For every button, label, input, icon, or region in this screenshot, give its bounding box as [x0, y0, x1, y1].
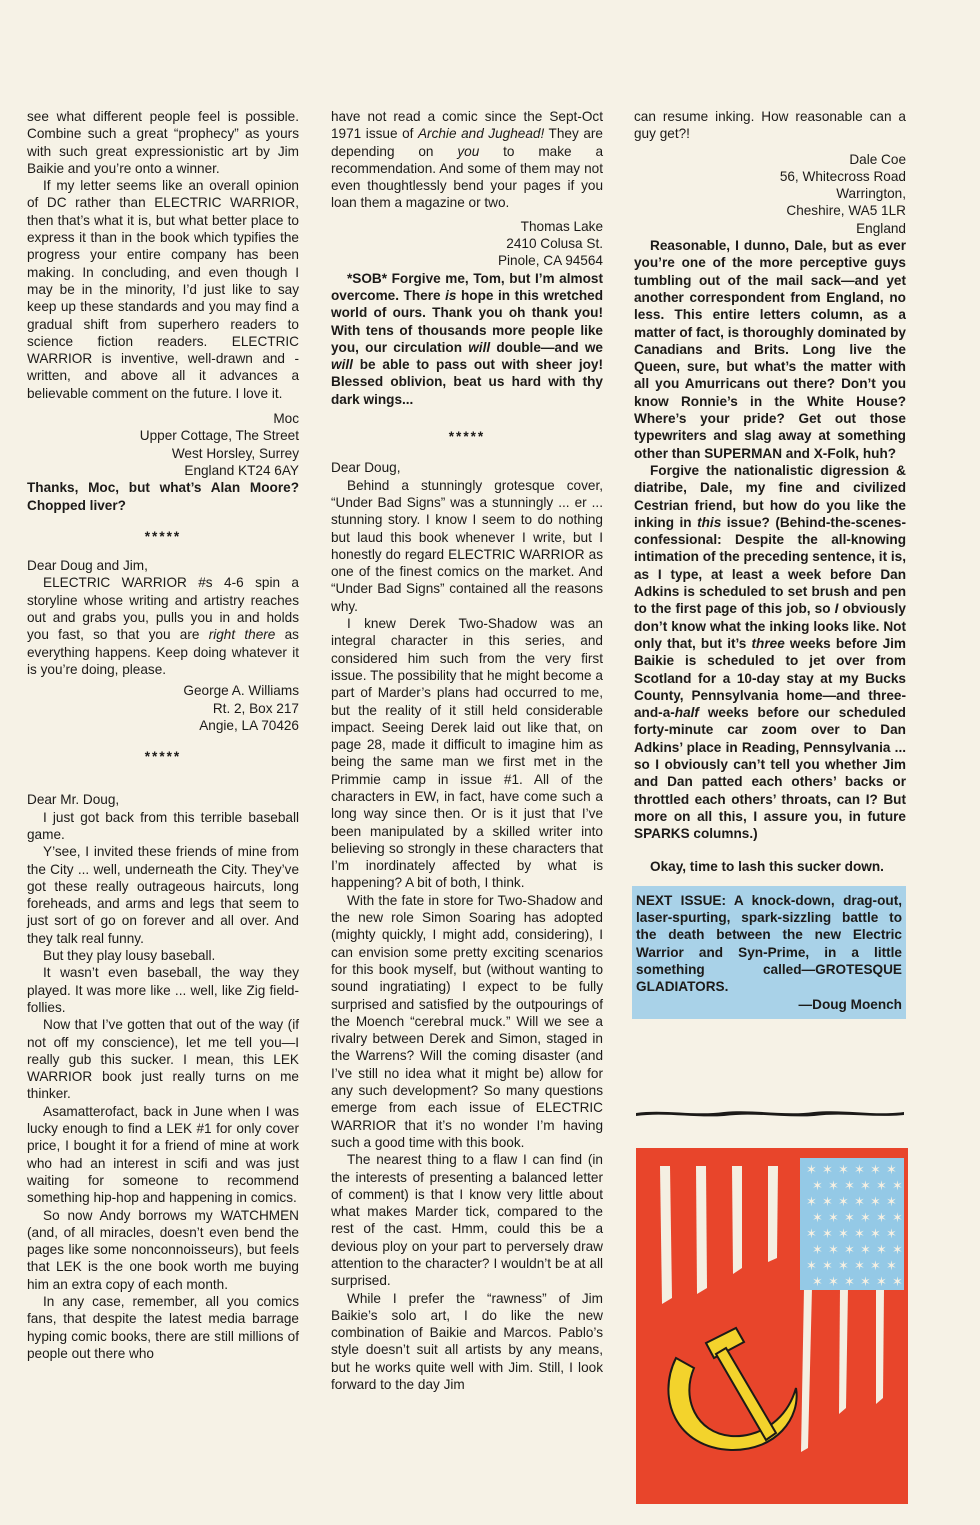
- flag-star-icon: ✶: [838, 1195, 849, 1210]
- editor-reply: *SOB* Forgive me, Tom, but I’m almost overcome. There is hope in this wretched world of ours. Thank you oh thank you! With tens of thousands more people like you, our circulation will double—and we will be able to pass out with sheer joy! Blessed oblivion, beat us hard with thy dark wings...: [331, 270, 603, 407]
- letter-text: have not read a comic since the Sept-Oct 1971 issue of Archie and Jughead! They are depending on you to make a recommendation. And some of them may not even thoughtlessly bend your pages if you loan them a magazine or two.: [331, 109, 604, 211]
- flag-star-icon: ✶: [876, 1211, 887, 1226]
- letter-text: But they play lousy baseball.: [43, 948, 216, 964]
- closing-line: Okay, time to lash this sucker down.: [650, 859, 884, 875]
- flag-star-icon: ✶: [860, 1275, 871, 1290]
- flag-star-icon: ✶: [838, 1259, 849, 1274]
- letter-text: Asamatterofact, back in June when I was lucky enough to find a LEK #1 for only cover price, I bought it for a friend of mine at work who had an interest in scifi and was just waiting for someone to recommend something hip-hop and happening in comics.: [27, 1103, 299, 1206]
- flag-star-icon: ✶: [812, 1179, 823, 1194]
- signature-line: George A. Williams: [183, 683, 299, 699]
- separator-stars: *****: [448, 429, 486, 445]
- flag-star-icon: ✶: [892, 1275, 903, 1290]
- flag-star-icon: ✶: [892, 1211, 903, 1226]
- letters-column-3: [634, 108, 906, 1019]
- flag-star-icon: ✶: [886, 1227, 897, 1242]
- flag-star-icon: ✶: [812, 1275, 823, 1290]
- separator-stars: *****: [144, 749, 182, 765]
- salutation: Dear Mr. Doug,: [27, 792, 120, 808]
- flag-star-icon: ✶: [806, 1163, 817, 1178]
- letter-text: It wasn’t even baseball, the way they played. It was more like ... well, like Zig field-follies.: [27, 965, 299, 1015]
- flag-star-icon: ✶: [838, 1163, 849, 1178]
- flag-star-icon: ✶: [828, 1179, 839, 1194]
- next-issue-text: NEXT ISSUE: A knock-down, drag-out, laser-spurting, spark-sizzling battle to the death between the new Electric Warrior and Syn-Prime, in a little something called—GROTESQUE GLADIATORS.: [636, 892, 902, 995]
- flag-star-icon: ✶: [828, 1211, 839, 1226]
- flag-star-icon: ✶: [812, 1243, 823, 1258]
- flag-star-icon: ✶: [854, 1259, 865, 1274]
- flag-star-icon: ✶: [892, 1243, 903, 1258]
- hammer-sickle-flag-illustration: [636, 1148, 908, 1504]
- flag-star-icon: ✶: [844, 1211, 855, 1226]
- letters-column-2: [331, 108, 603, 1393]
- flag-star-icon: ✶: [860, 1243, 871, 1258]
- address-line: Rt. 2, Box 217: [212, 700, 299, 716]
- signature-line: Thomas Lake: [520, 218, 603, 234]
- flag-star-icon: ✶: [854, 1163, 865, 1178]
- salutation: Dear Doug,: [331, 460, 401, 476]
- flag-star-icon: ✶: [876, 1243, 887, 1258]
- brush-stroke-divider: [634, 1108, 906, 1118]
- letter-text: Y’see, I invited these friends of mine from the City ... well, underneath the City. They’ve got these really outrageous haircuts, long foreheads, and arms and legs that seem to just sort of go on forever and all over. And they talk real funny.: [27, 844, 299, 946]
- address-line: 2410 Colusa St.: [506, 236, 603, 252]
- address-line: England: [856, 220, 906, 236]
- flag-star-icon: ✶: [844, 1275, 855, 1290]
- flag-star-icon: ✶: [892, 1179, 903, 1194]
- flag-star-icon: ✶: [854, 1195, 865, 1210]
- signature-line: Dale Coe: [849, 151, 906, 167]
- letter-text: If my letter seems like an overall opinion of DC rather than ELECTRIC WARRIOR, then that’s what it is, but what better place to express it than in the book which typifies the progress your entire company has been making. In concluding, and even though I may be in the minority, I’d just like to say keep up these standards and you may find a gradual shift from superhero readers to science fiction readers. ELECTRIC WARRIOR is inventive, well-drawn and -written, and above all it advances a believable comment on the future. I love it.: [27, 178, 299, 401]
- address-line: Angie, LA 70426: [199, 717, 299, 733]
- address-line: 56, Whitecross Road: [779, 168, 906, 184]
- flag-star-icon: ✶: [822, 1227, 833, 1242]
- flag-star-icon: ✶: [812, 1211, 823, 1226]
- letter-text: I knew Derek Two-Shadow was an integral character in this series, and considered him such from the very first issue. The possibility that he might become a part of Marder’s plans had occurred to me, but the reality of it still held considerable impact. Seeing Derek laid out like that, on page 28, made it difficult to imagine him as being the same man we first met in the Primmie camp in issue #1. All of the characters in EW, in fact, have come such a long way since then. Or is it just that I’ve been manipulated by a skilled writer into believing so strongly in these characters that I’m inordinately affected by what is happening? A bit of both, I think.: [331, 616, 603, 891]
- letter-text: Behind a stunningly grotesque cover, “Under Bad Signs” was a stunningly ... er ... stunning story. I know I seem to do nothing but laud this book whenever I write, but I honestly do regard ELECTRIC WARRIOR as one of the finest comics on the market. And “Under Bad Signs” contained all the reasons why.: [331, 477, 603, 614]
- flag-star-icon: ✶: [870, 1195, 881, 1210]
- flag-star-icon: ✶: [876, 1275, 887, 1290]
- editor-reply: Thanks, Moc, but what’s Alan Moore? Chopped liver?: [27, 480, 299, 513]
- letter-text: can resume inking. How reasonable can a guy get?!: [634, 109, 906, 142]
- letter-text: So now Andy borrows my WATCHMEN (and, of all miracles, doesn’t even bend the pages like some nonconnoisseurs), but feels that LEK is the one book worth me buying him an extra copy of each month.: [27, 1207, 299, 1292]
- address-line: Upper Cottage, The Street: [139, 428, 299, 444]
- signature-line: Moc: [273, 411, 299, 427]
- flag-star-icon: ✶: [828, 1243, 839, 1258]
- letter-text: Now that I’ve gotten that out of the way (if not off my conscience), let me tell you—I really gub this sucker. I mean, this LEK WARRIOR book just really turns on me thinker.: [27, 1017, 299, 1102]
- flag-star-icon: ✶: [844, 1179, 855, 1194]
- editor-reply: Forgive the nationalistic digression & diatribe, Dale, my fine and civilized Cestrian friend, but how do you like the inking in this issue? (Behind-the-scenes-confessional: Despite the all-knowing intimation of the preceding sentence, it is, as I type, at least a week before Dan Adkins is scheduled to set brush and pen to the first page of this job, so I obviously don’t know what the inking looks like. Not only that, but it’s three weeks before Jim Baikie is scheduled to jet over from Scotland for a 10-day stay at my Bucks County, Pennsylvania home—and three-and-a-half weeks before our scheduled forty-minute car zoom over to Dan Adkins’ place in Reading, Pennsylvania ... so I obviously can’t tell you whether Jim and Dan patted each others’ backs or throttled each others’ throats, can I? But more on all this, I assure you, in future SPARKS columns.): [634, 462, 906, 842]
- flag-star-icon: ✶: [886, 1163, 897, 1178]
- letter-text: I just got back from this terrible baseball game.: [27, 809, 299, 842]
- address-line: West Horsley, Surrey: [171, 445, 299, 461]
- letter-text: In any case, remember, all you comics fans, that despite the latest media barrage hyping comic books, there are still millions of people out there who: [27, 1294, 299, 1361]
- letter-text: The nearest thing to a flaw I can find (in the interests of presenting a balanced letter of comment) is that I know very little about what makes Marder tick, compared to the rest of the cast. Hmm, could this be a devious ploy on your part to perversely draw attention to the character? I wouldn’t be at all surprised.: [331, 1152, 603, 1289]
- address-line: England KT24 6AY: [184, 462, 299, 478]
- flag-star-icon: ✶: [806, 1195, 817, 1210]
- flag-star-icon: ✶: [870, 1259, 881, 1274]
- flag-star-icon: ✶: [822, 1259, 833, 1274]
- flag-star-icon: ✶: [844, 1243, 855, 1258]
- flag-star-icon: ✶: [870, 1227, 881, 1242]
- address-line: Cheshire, WA5 1LR: [786, 203, 906, 219]
- next-issue-box: [632, 886, 906, 1019]
- address-line: Pinole, CA 94564: [497, 253, 603, 269]
- letter-text: ELECTRIC WARRIOR #s 4-6 spin a storyline whose writing and artistry reaches out and grabs you, pulls you in and holds you fast, so that you are right there as everything happens. Keep doing whatever it is you’re doing, please.: [27, 575, 299, 677]
- separator-stars: *****: [144, 528, 182, 544]
- flag-star-icon: ✶: [886, 1195, 897, 1210]
- next-issue-signature: —Doug Moench: [798, 996, 902, 1012]
- flag-star-icon: ✶: [886, 1259, 897, 1274]
- letter-text: With the fate in store for Two-Shadow and the new role Simon Soaring has adopted (mighty quickly, I might add, considering), I can envision some pretty exciting scenarios for this book myself, but (without wanting to sound ingratiating) I expect to be fully surprised and satisfied by the outpourings of the Moench “cerebral muck.” Will we see a rivalry between Derek and Simon, staged in the Warrens? Will the coming disaster (and I’ve still no idea what it might be) allow for any such development? So many questions emerge from each issue of ELECTRIC WARRIOR that it’s no wonder I’m having such a good time with this book.: [331, 892, 603, 1150]
- flag-star-icon: ✶: [870, 1163, 881, 1178]
- letter-text: see what different people feel is possible. Combine such a great “prophecy” as yours with such great expressionistic art by Jim Baikie and you’re onto a winner.: [27, 109, 299, 176]
- flag-star-icon: ✶: [822, 1163, 833, 1178]
- flag-star-icon: ✶: [806, 1259, 817, 1274]
- flag-star-icon: ✶: [806, 1227, 817, 1242]
- flag-star-icon: ✶: [860, 1179, 871, 1194]
- letter-text: While I prefer the “rawness” of Jim Baikie’s solo art, I do like the new combination of Baikie and Marcos. Pablo’s style doesn’t suit all artists by any means, but he works quite well with Jim. Still, I look forward to the day Jim: [331, 1290, 603, 1393]
- salutation: Dear Doug and Jim,: [27, 558, 148, 574]
- address-line: Warrington,: [836, 186, 906, 202]
- flag-star-icon: ✶: [854, 1227, 865, 1242]
- flag-star-icon: ✶: [828, 1275, 839, 1290]
- flag-star-icon: ✶: [876, 1179, 887, 1194]
- flag-star-icon: ✶: [860, 1211, 871, 1226]
- flag-star-icon: ✶: [822, 1195, 833, 1210]
- editor-reply: Reasonable, I dunno, Dale, but as ever you’re one of the more perceptive guys tumbling out of the mail sack—and yet another correspondent from England, no less. This entire letters column, as a matter of fact, is thoroughly dominated by Canadians and Brits. Long live the Queen, sure, but what’s the matter with all you Amurricans out there? Don’t you know Ronnie’s in the White House? Where’s your pride? Get out those typewriters and slag away at something other than SUPERMAN and X-Folk, huh?: [634, 238, 906, 461]
- flag-star-icon: ✶: [838, 1227, 849, 1242]
- letters-column-1: [27, 108, 299, 1362]
